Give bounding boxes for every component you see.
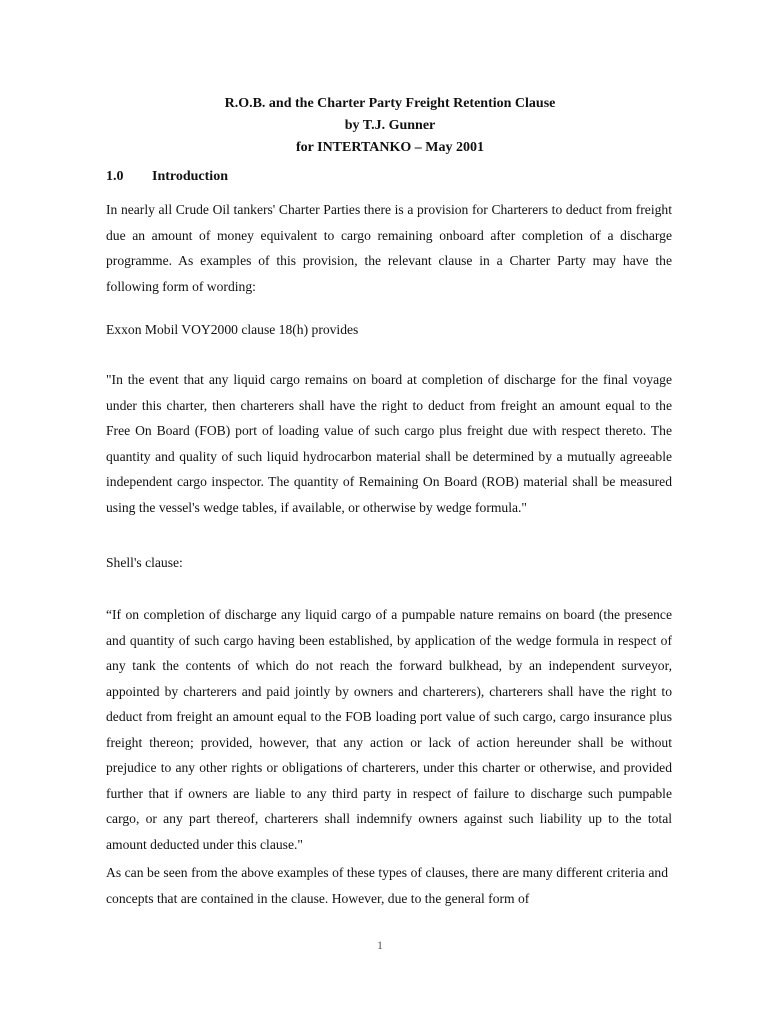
shell-clause-quote: “If on completion of discharge any liquid cargo of a pumpable nature remains on board (the presence and quantity of such cargo having been established, by application of the wedge formula in respect of any tank the contents of which do not reach the forward bulkhead, by an independent surveyor, appointed by charterers and paid jointly by owners and charterers), charterers shall have the right to deduct from freight an amount equal to the FOB loading port value of such cargo, cargo insurance plus freight thereon; provided, however, that any action or lack of action hereunder shall be without prejudice to any other rights or obligations of charterers, under this charter or otherwise, and provided further that if owners are liable to any third party in respect of failure to discharge such pumpable cargo, or any part thereof, charterers shall indemnify owners against such liability up to the total amount deducted under this clause." (106, 607, 672, 852)
exxon-clause-quote: "In the event that any liquid cargo remains on board at completion of discharge for the final voyage under this charter, then charterers shall have the right to deduct from freight an amount equal to the Free On Board (FOB) port of loading value of such cargo plus freight due with respect thereto. The quantity and quality of such liquid hydrocarbon material shall be determined by a mutually agreeable independent cargo inspector. The quantity of Remaining On Board (ROB) material shall be measured using the vessel's wedge tables, if available, or otherwise by wedge formula." (106, 372, 672, 515)
section-heading (106, 166, 228, 188)
document-title-block (0, 93, 768, 159)
section-number: 1.0 (106, 169, 124, 184)
document-title: R.O.B. and the Charter Party Freight Retention Clause (224, 96, 556, 111)
intro-paragraph: In nearly all Crude Oil tankers' Charter Parties there is a provision for Charterers to deduct from freight due an amount of money equivalent to cargo remaining onboard after completion of a discharge programme. As examples of this provision, the relevant clause in a Charter Party may have the following form of wording: (106, 202, 672, 294)
exxon-clause-label: Exxon Mobil VOY2000 clause 18(h) provides (106, 322, 359, 337)
document-author: by T.J. Gunner (344, 118, 436, 133)
section-title: Introduction (152, 169, 228, 184)
page-number: 1 (377, 938, 383, 952)
shell-clause-label: Shell's clause: (106, 555, 183, 570)
closing-paragraph: As can be seen from the above examples of these types of clauses, there are many different criteria and concepts that are contained in the clause. However, due to the general form of (106, 865, 668, 906)
document-publisher-date: for INTERTANKO – May 2001 (296, 140, 484, 155)
